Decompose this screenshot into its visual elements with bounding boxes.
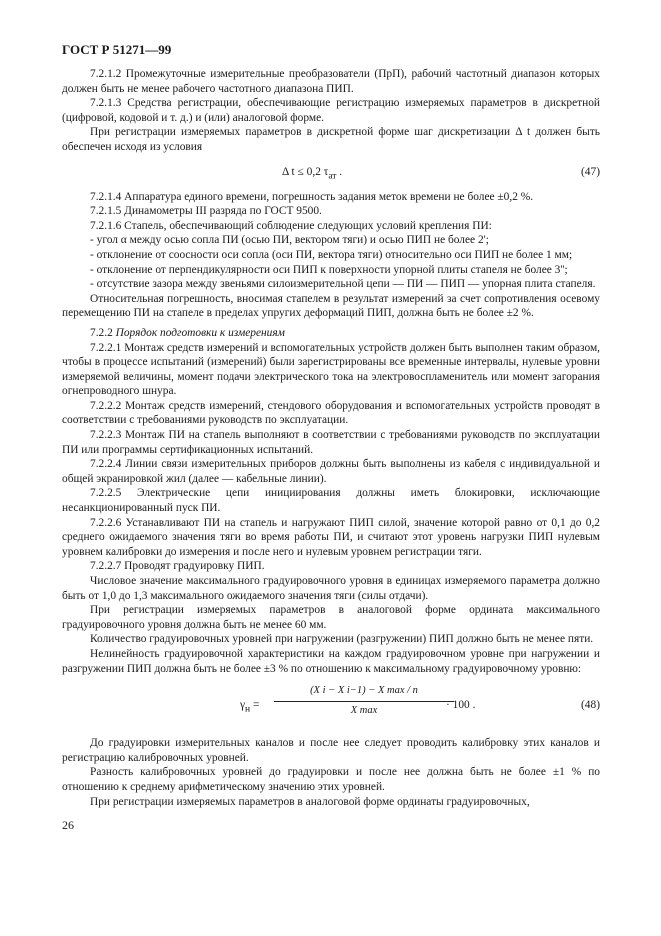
formula-47 — [62, 163, 600, 183]
paragraph: 7.2.2.4 Линии связи измерительных приборов должны быть выполнены из кабеля с индивидуальной и общей экранировкой жил (далее — кабельные линии). — [62, 458, 600, 485]
paragraph: 7.2.1.3 Средства регистрации, обеспечивающие регистрацию измеряемых параметров в дискретной (цифровой, кодовой и т. д.) и (или) аналоговой форме. — [62, 97, 600, 124]
paragraph: 7.2.1.6 Стапель, обеспечивающий соблюдение следующих условий крепления ПИ: — [90, 219, 492, 232]
paragraph: Количество градуировочных уровней при нагружении (разгружении) ПИП должно быть не менее пяти. — [90, 633, 594, 646]
paragraph: 7.2.1.4 Аппаратура единого времени, погрешность задания меток времени не более ±0,2 %. — [90, 190, 534, 203]
paragraph: 7.2.1.5 Динамометры III разряда по ГОСТ 9500. — [90, 205, 322, 218]
paragraph: Нелинейность градуировочной характеристики на каждом градуировочном уровне при нагружении и разгружении ПИП должна быть не более ±3 % по отношению к максимальному градуировочному уровню: — [62, 647, 600, 675]
formula-48-fraction — [274, 684, 454, 718]
paragraph: До градуировки измерительных каналов и после нее следует проводить калибровку этих каналов и регистрацию калибровочных уровней. — [62, 737, 600, 764]
formula-48-numerator: (X i − X i−1) − X max / n — [310, 685, 418, 697]
paragraph: 7.2.2.5 Электрические цепи инициирования должны иметь блокировки, исключающие несанкционированный пуск ПИ. — [62, 487, 600, 515]
formula-48-multiplier: · 100 . — [446, 699, 476, 712]
paragraph: 7.2.1.2 Промежуточные измерительные преобразователи (ПрП), рабочий частотный диапазон которых должен быть не менее рабочего частотного диапазона ПИП. — [62, 68, 600, 95]
paragraph: При регистрации измеряемых параметров в аналоговой форме ординаты градуировочных, — [90, 795, 530, 808]
list-item: - отклонение от соосности оси сопла (оси ПИ, вектора тяги) относительно оси ПИП не более 1 мм; — [90, 248, 573, 261]
paragraph: Числовое значение максимального градуировочного уровня в единицах измеряемого параметра должно быть от 1,0 до 1,3 максимального ожидаемого значения тяги (силы отдачи). — [62, 575, 600, 602]
paragraph: 7.2.2.3 Монтаж ПИ на стапель выполняют в соответствии с требованиями руководств по эксплуатации ПИ или программы сертификационных испытаний. — [62, 429, 600, 456]
formula-48-denominator: X max — [350, 704, 378, 716]
paragraph: 7.2.2.1 Монтаж средств измерений и вспомогательных устройств должен быть выполнен таким образом, чтобы в процессе испытаний (измерений) были зарегистрированы все временные интервалы, нулевые уровни измеряемой величины, момент подачи электрического тока на электровоспламенитель или момент загорания огнепроводного шнура. — [62, 341, 600, 398]
subheading: 7.2.2 Порядок подготовки к измерениям — [90, 326, 285, 339]
paragraph: При регистрации измеряемых параметров в аналоговой форме ордината максимального градуировочного уровня должна быть не менее 60 мм. — [62, 604, 600, 631]
list-item: - угол α между осью сопла ПИ (осью ПИ, вектором тяги) и осью ПИП не более 2'; — [90, 234, 489, 247]
page-number: 26 — [62, 818, 74, 832]
paragraph: При регистрации измеряемых параметров в дискретной форме шаг дискретизации Δ t должен быть обеспечен исходя из условия — [62, 126, 600, 153]
paragraph: 7.2.2.6 Устанавливают ПИ на стапель и нагружают ПИП силой, значение которой равно от 0,1 до 0,2 среднего ожидаемого значения тяги во время работы ПИ, и считают этот уровень нагрузки ПИП нулевым уровнем калибровки до измерения и после него и нулевым уровнем регистрации тяги. — [62, 516, 600, 558]
list-item: - отсутствие зазора между звеньями силоизмерительной цепи — ПИ — ПИП — упорная плита стапеля. — [90, 278, 596, 291]
formula-47-expression: Δ t ≤ 0,2 $\tau_{ат}$ . — [282, 165, 343, 181]
paragraph: Относительная погрешность, вносимая стапелем в результат измерений за счет сопротивления осевому перемещению ПИ на стапеле в пределах упругих деформаций ПИП, должна быть не более ±2 %. — [62, 292, 600, 320]
document-header: ГОСТ Р 51271—99 — [62, 42, 172, 57]
paragraph: 7.2.2.2 Монтаж средств измерений, стендового оборудования и вспомогательных устройств проводят в соответствии с требованиями руководств по эксплуатации. — [62, 399, 600, 427]
list-item: - отклонение от перпендикулярности оси ПИП к поверхности упорной плиты стапеля не более 3''; — [90, 263, 568, 276]
paragraph: Разность калибровочных уровней до градуировки и после нее должна быть не более ±1 % по отношению к среднему арифметическому значению этих уровней. — [62, 766, 600, 793]
fraction-bar — [274, 701, 454, 702]
formula-48-lhs: $\gamma_н$ = — [240, 699, 260, 715]
formula-47-number: (47) — [581, 165, 600, 178]
formula-48-number: (48) — [581, 699, 600, 712]
formula-48 — [62, 684, 600, 730]
document-body — [62, 67, 600, 809]
paragraph: 7.2.2.7 Проводят градуировку ПИП. — [90, 560, 265, 573]
